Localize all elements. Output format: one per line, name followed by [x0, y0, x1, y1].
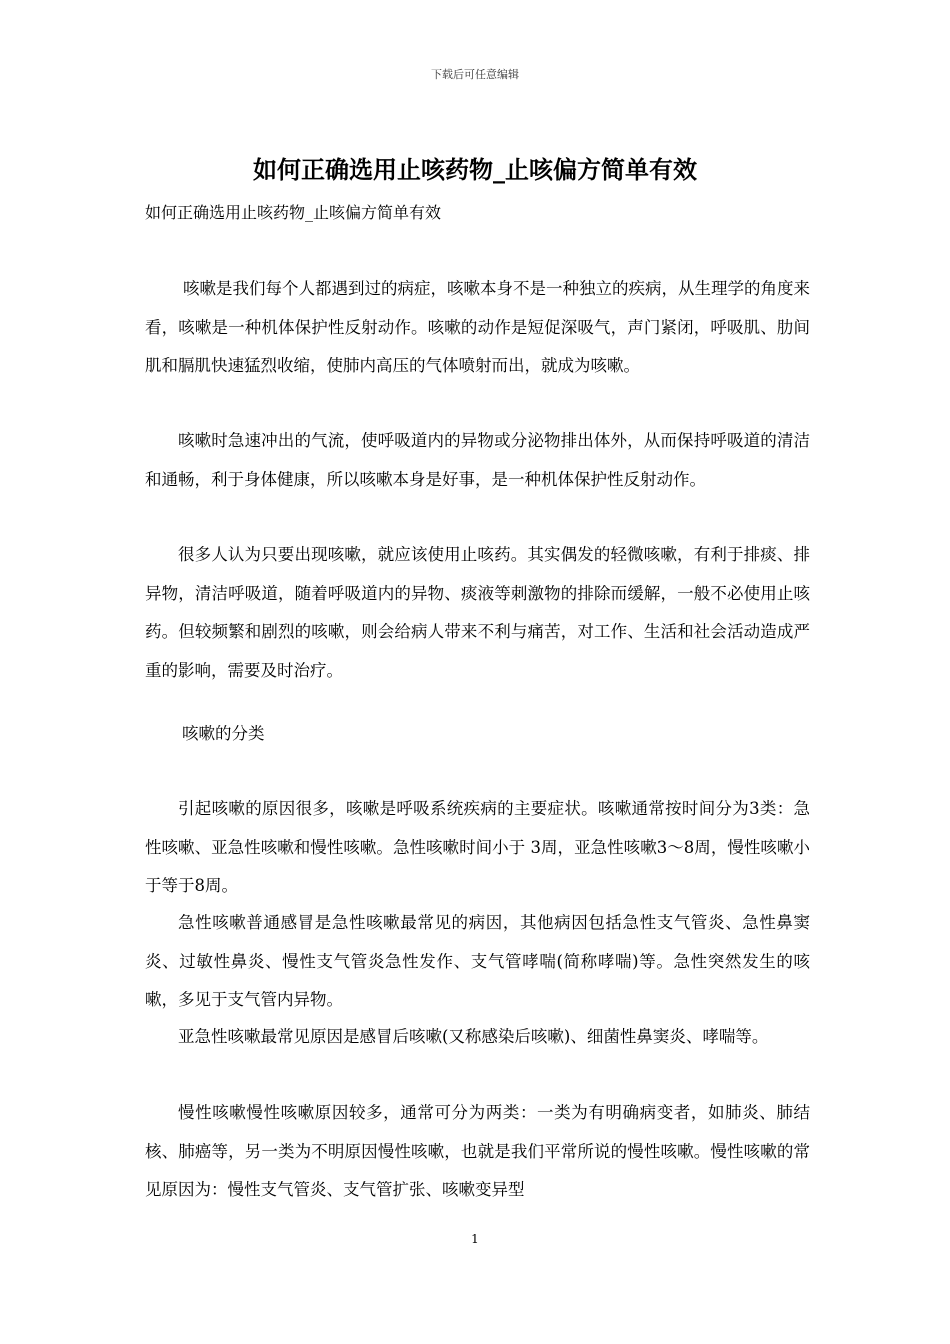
paragraph-cough-definition: 咳嗽是我们每个人都遇到过的病症，咳嗽本身不是一种独立的疾病，从生理学的角度来看，咳嗽是一种机体保护性反射动作。咳嗽的动作是短促深吸气，声门紧闭，呼吸肌、肋间肌和膈肌快速猛烈收缩，使肺内高压的气体喷射而出，就成为咳嗽。: [145, 279, 810, 375]
paragraph-chronic-cough: 慢性咳嗽慢性咳嗽原因较多，通常可分为两类：一类为有明确病变者，如肺炎、肺结核、肺癌等，另一类为不明原因慢性咳嗽，也就是我们平常所说的慢性咳嗽。慢性咳嗽的常见原因为：慢性支气管炎、支气管扩张、咳嗽变异型: [145, 1103, 810, 1199]
paragraph-cough-medicine: 很多人认为只要出现咳嗽，就应该使用止咳药。其实偶发的轻微咳嗽，有利于排痰、排异物，清洁呼吸道，随着呼吸道内的异物、痰液等刺激物的排除而缓解，一般不必使用止咳药。但较频繁和剧烈的咳嗽，则会给病人带来不利与痛苦，对工作、生活和社会活动造成严重的影响，需要及时治疗。: [145, 545, 810, 680]
document-title: 如何正确选用止咳药物_止咳偏方简单有效: [253, 155, 697, 184]
paragraph-classification-intro: 引起咳嗽的原因很多，咳嗽是呼吸系统疾病的主要症状。咳嗽通常按时间分为3类：急性咳嗽、亚急性咳嗽和慢性咳嗽。急性咳嗽时间小于 3周，亚急性咳嗽3～8周，慢性咳嗽小于等于8周。: [145, 799, 810, 895]
section-heading-classification: 咳嗽的分类: [182, 724, 265, 743]
document-subtitle: 如何正确选用止咳药物_止咳偏方简单有效: [145, 203, 442, 222]
paragraph-cough-protective: 咳嗽时急速冲出的气流，使呼吸道内的异物或分泌物排出体外，从而保持呼吸道的清洁和通畅，利于身体健康，所以咳嗽本身是好事，是一种机体保护性反射动作。: [145, 431, 810, 489]
paragraph-subacute-cough: 亚急性咳嗽最常见原因是感冒后咳嗽(又称感染后咳嗽)、细菌性鼻窦炎、哮喘等。: [178, 1027, 769, 1046]
paragraph-acute-cough: 急性咳嗽普通感冒是急性咳嗽最常见的病因，其他病因包括急性支气管炎、急性鼻窦炎、过敏性鼻炎、慢性支气管炎急性发作、支气管哮喘(简称哮喘)等。急性突然发生的咳嗽，多见于支气管内异物。: [145, 913, 810, 1009]
page-number: 1: [471, 1232, 479, 1246]
page-header-note: 下载后可任意编辑: [431, 68, 519, 81]
